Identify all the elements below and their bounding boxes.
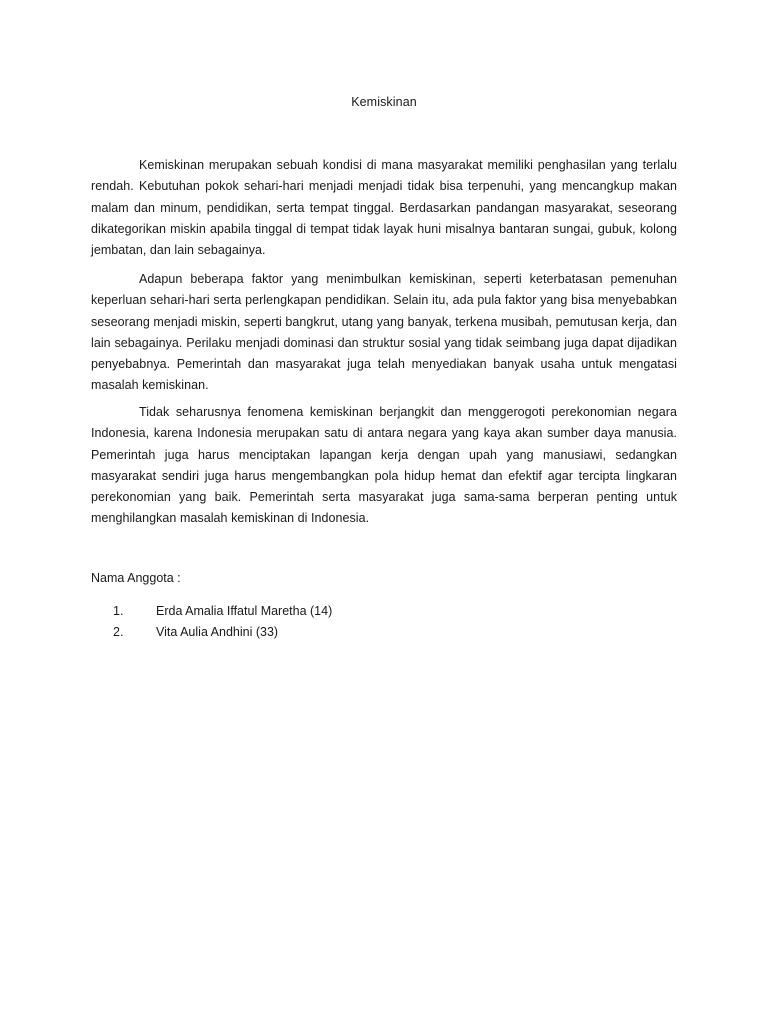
member-name: Erda Amalia Iffatul Maretha (14) (156, 604, 333, 618)
members-label: Nama Anggota : (91, 571, 181, 585)
member-name: Vita Aulia Andhini (33) (156, 625, 279, 639)
list-item (91, 622, 332, 643)
paragraph-2: Adapun beberapa faktor yang menimbulkan kemiskinan, seperti keterbatasan pemenuhan keperluan sehari-hari serta perlengkapan pendidikan. Selain itu, ada pula faktor yang bisa menyebabkan seseorang menjadi miskin, seperti bangkrut, utang yang banyak, terkena musibah, pemutusan kerja, dan lain sebagainya. Perilaku menjadi dominasi dan struktur sosial yang tidak seimbang juga dapat dijadikan penyebabnya. Pemerintah dan masyarakat juga telah menyediakan banyak usaha untuk mengatasi masalah kemiskinan. (91, 272, 677, 393)
list-item (91, 601, 332, 622)
list-item-number: 1. (113, 604, 124, 618)
paragraph-1: Kemiskinan merupakan sebuah kondisi di mana masyarakat memiliki penghasilan yang terlalu rendah. Kebutuhan pokok sehari-hari menjadi menjadi tidak bisa terpenuhi, yang mencangkup makan malam dan minum, pendidikan, serta tempat tinggal. Berdasarkan pandangan masyarakat, seseorang dikategorikan miskin apabila tinggal di tempat tidak layak huni misalnya bantaran sungai, gubuk, kolong jembatan, dan lain sebagainya. (91, 158, 677, 258)
members-list (91, 601, 332, 643)
list-item-number: 2. (113, 625, 124, 639)
paragraph-3: Tidak seharusnya fenomena kemiskinan berjangkit dan menggerogoti perekonomian negara Indonesia, karena Indonesia merupakan satu di antara negara yang kaya akan sumber daya manusia. Pemerintah juga harus menciptakan lapangan kerja dengan upah yang manusiawi, sedangkan masyarakat sendiri juga harus mengembangkan pola hidup hemat dan efektif agar tercipta lingkaran perekonomian yang baik. Pemerintah serta masyarakat juga sama-sama berperan penting untuk menghilangkan masalah kemiskinan di Indonesia. (91, 405, 677, 526)
document-title: Kemiskinan (351, 95, 417, 109)
